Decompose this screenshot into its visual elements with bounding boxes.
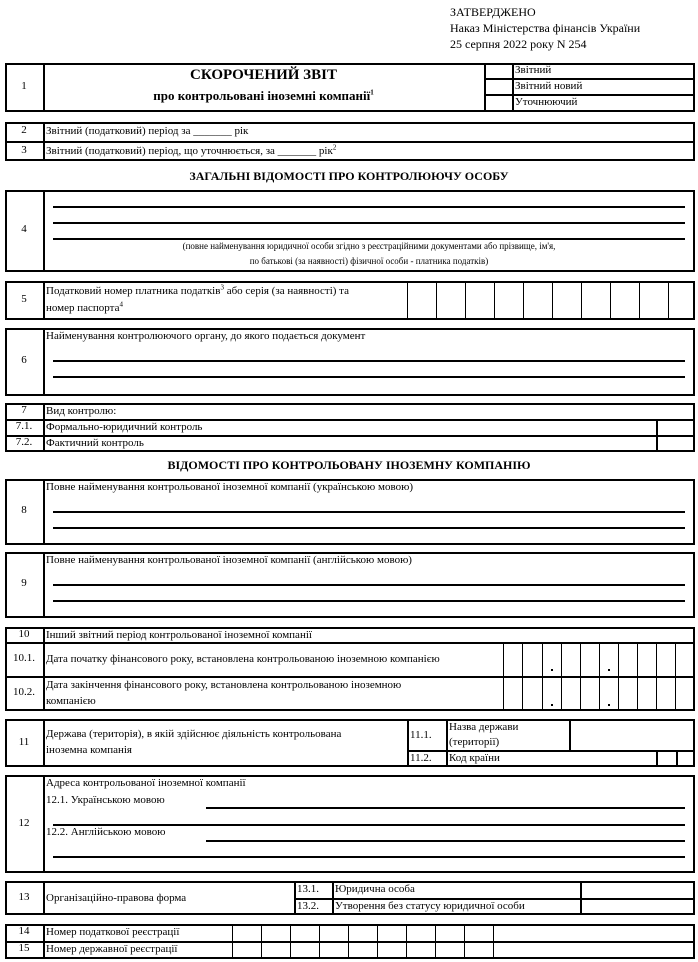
- digit-cell[interactable]: [493, 924, 522, 942]
- company-name-en-line-1[interactable]: [53, 584, 685, 586]
- passport-label: номер паспорта$^4$: [46, 300, 123, 314]
- taxpayer-name-caption-2: по батькові (за наявності) фізичної особи - платника податків): [249, 256, 489, 266]
- report-type-zvitnyi-novyi: Звітний новий: [515, 80, 583, 92]
- tax-authority-line-2[interactable]: [53, 376, 685, 378]
- legal-entity-label: Юридична особа: [335, 883, 415, 895]
- digit-cell[interactable]: [494, 281, 523, 320]
- report-type-zvitnyi: Звітний: [515, 64, 552, 76]
- country-code-cell-1[interactable]: [658, 752, 676, 766]
- row-number: 2: [21, 124, 27, 136]
- row-number: 3: [21, 144, 27, 156]
- row-number: 13: [18, 891, 30, 903]
- date-cell[interactable]: [561, 642, 580, 676]
- taxpayer-name-caption-1: (повне найменування юридичної особи згідно з реєстраційними документами або прізвище, ім'я,: [182, 241, 556, 251]
- date-cell[interactable]: [503, 676, 522, 711]
- country-code-cell-2[interactable]: [678, 752, 694, 766]
- actual-control-label: Фактичний контроль: [46, 437, 144, 449]
- row-number: 11: [18, 736, 30, 748]
- digit-cell[interactable]: [465, 281, 494, 320]
- address-en-label: 12.2. Англійською мовою: [46, 826, 166, 838]
- digit-cell[interactable]: [261, 941, 290, 959]
- row-number: 10.1.: [13, 652, 35, 664]
- company-name-en-label: Повне найменування контрольованої іноземної компанії (англійською мовою): [46, 554, 412, 566]
- taxpayer-name-line-1[interactable]: [53, 206, 685, 208]
- date-cell[interactable]: [656, 676, 675, 711]
- country-label-2: іноземна компанія: [46, 744, 132, 756]
- address-label: Адреса контрольованої іноземної компанії: [46, 777, 246, 789]
- country-name-label-2: (території): [449, 736, 500, 748]
- legal-form-label: Організаційно-правова форма: [46, 892, 187, 904]
- row-number: 7.1.: [15, 420, 33, 432]
- date-cell[interactable]: [618, 642, 637, 676]
- legal-entity-checkbox[interactable]: [582, 883, 694, 898]
- date-cell[interactable]: [637, 642, 656, 676]
- approval-line-1: ЗАТВЕРДЖЕНО: [450, 5, 536, 19]
- company-name-ua-line-2[interactable]: [53, 527, 685, 529]
- digit-cell[interactable]: [639, 281, 668, 320]
- fiscal-year-end-date-cells: [503, 676, 695, 711]
- tax-registration-cells: [232, 924, 695, 942]
- digit-cell[interactable]: [377, 924, 406, 942]
- date-cell[interactable]: [618, 676, 637, 711]
- tax-number-label: Податковий номер платника податків$^3$ або серія (за наявності) та: [46, 283, 349, 297]
- report-title: СКОРОЧЕНИЙ ЗВІТ: [190, 67, 337, 83]
- row-number: 10.2.: [13, 686, 35, 698]
- digit-cell[interactable]: [668, 281, 695, 320]
- approval-line-2: Наказ Міністерства фінансів України: [450, 21, 641, 35]
- control-type-label: Вид контролю:: [46, 405, 117, 417]
- digit-cell[interactable]: [435, 924, 464, 942]
- digit-cell[interactable]: [552, 281, 581, 320]
- other-period-label: Інший звітний період контрольованої іноземної компанії: [46, 629, 312, 641]
- digit-cell[interactable]: [464, 941, 493, 959]
- address-en-line-1[interactable]: [206, 840, 685, 842]
- row-number: 15: [18, 942, 30, 954]
- fiscal-year-start-date-cells: [503, 642, 695, 676]
- digit-cell[interactable]: [581, 281, 610, 320]
- company-name-ua-label: Повне найменування контрольованої іноземної компанії (українською мовою): [46, 481, 413, 493]
- row-number: 7.2.: [15, 436, 33, 448]
- digit-cell[interactable]: [523, 281, 552, 320]
- fiscal-year-start-label: Дата початку фінансового року, встановлена контрольованою іноземною компанією: [46, 653, 440, 665]
- row-number: 4: [21, 223, 27, 235]
- report-type-checkbox-1[interactable]: [486, 65, 512, 78]
- digit-cell[interactable]: [261, 924, 290, 942]
- row-number: 7: [21, 404, 27, 416]
- digit-cell[interactable]: [348, 941, 377, 959]
- digit-cell[interactable]: [232, 941, 261, 959]
- digit-cell[interactable]: [319, 924, 348, 942]
- address-en-line-2[interactable]: [53, 856, 685, 858]
- non-legal-entity-checkbox[interactable]: [582, 900, 694, 914]
- date-cell[interactable]: [656, 642, 675, 676]
- digit-cell[interactable]: [436, 281, 465, 320]
- tax-registration-label: Номер податкової реєстрації: [46, 926, 180, 938]
- clarified-period-field: Звітний (податковий) період, що уточнюється, за _______ рік$^2$: [46, 143, 337, 157]
- reporting-period-field[interactable]: Звітний (податковий) період за _______ рік: [46, 125, 249, 137]
- tax-authority-line-1[interactable]: [53, 360, 685, 362]
- row-number: 1: [21, 80, 27, 92]
- section-heading-controlling-person: ЗАГАЛЬНІ ВІДОМОСТІ ПРО КОНТРОЛЮЮЧУ ОСОБУ: [189, 169, 509, 183]
- section-heading-controlled-company: ВІДОМОСТІ ПРО КОНТРОЛЬОВАНУ ІНОЗЕМНУ КОМПАНІЮ: [167, 458, 531, 472]
- digit-cell[interactable]: [464, 924, 493, 942]
- row-number: 5: [21, 293, 27, 305]
- digit-cell[interactable]: [435, 941, 464, 959]
- date-cell[interactable]: [561, 676, 580, 711]
- taxpayer-name-line-2[interactable]: [53, 222, 685, 224]
- row-number: 9: [21, 577, 27, 589]
- digit-cell[interactable]: [232, 924, 261, 942]
- digit-cell[interactable]: [610, 281, 639, 320]
- report-type-checkbox-2[interactable]: [486, 80, 512, 94]
- digit-cell[interactable]: [407, 281, 436, 320]
- digit-cell[interactable]: [319, 941, 348, 959]
- row-number: 12: [18, 817, 30, 829]
- fiscal-year-end-label-2: компанією: [46, 695, 96, 707]
- country-code-label: Код країни: [449, 752, 500, 764]
- tax-authority-label: Найменування контролюючого органу, до якого подається документ: [46, 330, 366, 342]
- digit-cell[interactable]: [290, 924, 319, 942]
- company-name-en-line-2[interactable]: [53, 600, 685, 602]
- date-cell[interactable]: [580, 676, 599, 711]
- row-number: 8: [21, 504, 27, 516]
- actual-control-checkbox[interactable]: [658, 437, 694, 450]
- digit-cell[interactable]: [290, 941, 319, 959]
- company-name-ua-line-1[interactable]: [53, 511, 685, 513]
- digit-cell[interactable]: [406, 941, 435, 959]
- digit-cell[interactable]: [406, 924, 435, 942]
- date-cell[interactable]: [580, 642, 599, 676]
- date-cell[interactable]: [503, 642, 522, 676]
- row-number: 11.1.: [410, 729, 432, 741]
- report-subtitle: про контрольовані іноземні компанії$^1$: [153, 88, 374, 103]
- date-cell[interactable]: [522, 676, 542, 711]
- country-name-label-1: Назва держави: [449, 721, 519, 733]
- report-type-utochniuiuchyi: Уточнюючий: [515, 96, 578, 108]
- row-number: 6: [21, 354, 27, 366]
- date-cell[interactable]: [522, 642, 542, 676]
- row-number: 14: [18, 925, 30, 937]
- digit-cell[interactable]: [377, 941, 406, 959]
- state-registration-cells: [232, 941, 695, 959]
- row-number: 10: [18, 628, 30, 640]
- state-registration-label: Номер державної реєстрації: [46, 943, 178, 955]
- digit-cell[interactable]: [348, 924, 377, 942]
- row-number: 13.1.: [297, 883, 319, 895]
- formal-legal-control-label: Формально-юридичний контроль: [46, 421, 203, 433]
- fiscal-year-end-label-1: Дата закінчення фінансового року, встановлена контрольованою іноземною: [46, 679, 402, 691]
- country-name-field[interactable]: [571, 721, 694, 750]
- tax-number-cells: [407, 281, 695, 320]
- address-ua-line-1[interactable]: [206, 807, 685, 809]
- date-cell[interactable]: [637, 676, 656, 711]
- row-number: 13.2.: [297, 900, 319, 912]
- digit-cell[interactable]: [493, 941, 522, 959]
- date-cell[interactable]: [675, 642, 695, 676]
- row-number: 11.2.: [410, 752, 432, 764]
- report-type-checkbox-3[interactable]: [486, 96, 512, 110]
- non-legal-entity-label: Утворення без статусу юридичної особи: [335, 900, 525, 912]
- date-cell[interactable]: [675, 676, 695, 711]
- address-ua-label: 12.1. Українською мовою: [46, 794, 165, 806]
- country-label-1: Держава (територія), в якій здійснює діяльність контрольована: [46, 728, 342, 740]
- approval-line-3: 25 серпня 2022 року N 254: [450, 37, 587, 51]
- formal-legal-control-checkbox[interactable]: [658, 421, 694, 434]
